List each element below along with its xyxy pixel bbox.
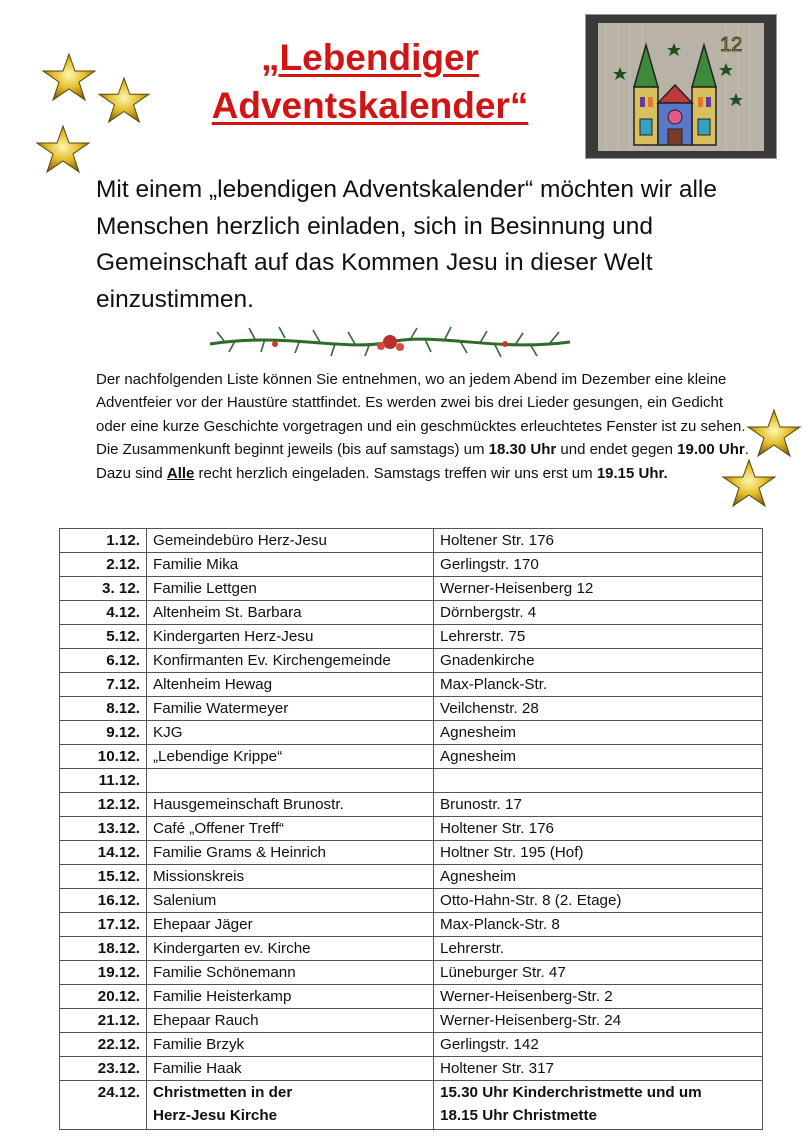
table-row (60, 769, 763, 793)
row-name: Ehepaar Rauch (147, 1009, 434, 1033)
row-place: Holtener Str. 176 (434, 817, 763, 841)
row-date: 3. 12. (60, 577, 147, 601)
row-date: 10.12. (60, 745, 147, 769)
row-name: Familie Haak (147, 1057, 434, 1081)
row-date: 8.12. (60, 697, 147, 721)
row-name-line: Christmetten in der (153, 1084, 293, 1101)
table-row-24 (60, 1081, 763, 1130)
schedule-table (59, 528, 763, 1130)
row-place: Holtner Str. 195 (Hof) (434, 841, 763, 865)
row-date: 4.12. (60, 601, 147, 625)
table-row (60, 817, 763, 841)
row-name: Salenium (147, 889, 434, 913)
title-line-1: „Lebendiger (261, 37, 479, 78)
title-line-2: Adventskalender“ (211, 85, 529, 126)
alle-emphasis: Alle (166, 464, 195, 482)
row-place: Gerlingstr. 142 (434, 1033, 763, 1057)
table-row (60, 985, 763, 1009)
row-place: Agnesheim (434, 745, 763, 769)
start-time: 18.30 Uhr (488, 441, 557, 459)
table-row (60, 553, 763, 577)
row-place: Agnesheim (434, 721, 763, 745)
row-name: Konfirmanten Ev. Kirchengemeinde (147, 649, 434, 673)
row-name: Familie Watermeyer (147, 697, 434, 721)
table-row (60, 1057, 763, 1081)
row-place: Werner-Heisenberg-Str. 24 (434, 1009, 763, 1033)
row-date: 6.12. (60, 649, 147, 673)
row-date: 14.12. (60, 841, 147, 865)
row-name-line: Herz-Jesu Kirche (153, 1107, 278, 1124)
row-name: Familie Mika (147, 553, 434, 577)
table-row (60, 793, 763, 817)
row-name: Ehepaar Jäger (147, 913, 434, 937)
row-name: Familie Lettgen (147, 577, 434, 601)
table-row (60, 625, 763, 649)
row-date: 17.12. (60, 913, 147, 937)
row-date: 15.12. (60, 865, 147, 889)
row-name: Kindergarten Herz-Jesu (147, 625, 434, 649)
row-date: 24.12. (60, 1081, 147, 1130)
table-row (60, 961, 763, 985)
row-date: 12.12. (60, 793, 147, 817)
row-place: Dörnbergstr. 4 (434, 601, 763, 625)
row-name: Hausgemeinschaft Brunostr. (147, 793, 434, 817)
table-row (60, 601, 763, 625)
table-row (60, 745, 763, 769)
paragraph-text: recht herzlich eingeladen. Samstags treffen wir uns erst um (194, 464, 597, 482)
row-place (434, 1081, 763, 1130)
garland-decoration (205, 322, 575, 364)
intro-text: Mit einem „lebendigen Adventskalender“ möchten wir alle Menschen herzlich einladen, sich in Besinnung und Gemeinschaft auf das Kommen Jesu in dieser Welt einzustimmen. (96, 176, 717, 313)
row-name: Gemeindebüro Herz-Jesu (147, 529, 434, 553)
row-date: 16.12. (60, 889, 147, 913)
table-row (60, 649, 763, 673)
row-date: 18.12. (60, 937, 147, 961)
info-paragraph (96, 368, 756, 485)
gold-star-icon (34, 124, 92, 174)
row-place: Otto-Hahn-Str. 8 (2. Etage) (434, 889, 763, 913)
saturday-time: 19.15 Uhr. (596, 464, 668, 482)
row-date: 11.12. (60, 769, 147, 793)
row-place: Brunostr. 17 (434, 793, 763, 817)
table-row (60, 841, 763, 865)
row-name: Familie Grams & Heinrich (147, 841, 434, 865)
row-place: Lehrerstr. (434, 937, 763, 961)
row-date: 22.12. (60, 1033, 147, 1057)
table-row (60, 721, 763, 745)
table-row (60, 673, 763, 697)
row-name: KJG (147, 721, 434, 745)
window-number: 12 (720, 34, 743, 56)
row-place: Werner-Heisenberg 12 (434, 577, 763, 601)
row-place: Lüneburger Str. 47 (434, 961, 763, 985)
gold-star-icon (40, 52, 98, 102)
row-name: Familie Brzyk (147, 1033, 434, 1057)
row-date: 19.12. (60, 961, 147, 985)
row-date: 13.12. (60, 817, 147, 841)
row-name: „Lebendige Krippe“ (147, 745, 434, 769)
row-date: 1.12. (60, 529, 147, 553)
table-row (60, 529, 763, 553)
row-date: 7.12. (60, 673, 147, 697)
table-row (60, 937, 763, 961)
row-date: 23.12. (60, 1057, 147, 1081)
gold-star-icon (96, 76, 152, 124)
paragraph-text: . Dazu sind (96, 441, 749, 482)
table-row (60, 1009, 763, 1033)
schedule-body (60, 529, 763, 1081)
row-date: 20.12. (60, 985, 147, 1009)
row-name: Missionskreis (147, 865, 434, 889)
table-row (60, 577, 763, 601)
church-window-illustration (586, 15, 776, 158)
advent-window-photo (585, 14, 777, 159)
row-name: Café „Offener Treff“ (147, 817, 434, 841)
row-place: Max-Planck-Str. 8 (434, 913, 763, 937)
row-place: Holtener Str. 176 (434, 529, 763, 553)
table-row (60, 913, 763, 937)
row-place-line: 18.15 Uhr Christmette (440, 1107, 597, 1124)
row-place: Gnadenkirche (434, 649, 763, 673)
row-date: 21.12. (60, 1009, 147, 1033)
row-name: Altenheim Hewag (147, 673, 434, 697)
row-place: Lehrerstr. 75 (434, 625, 763, 649)
row-name (147, 1081, 434, 1130)
end-time: 19.00 Uhr (677, 441, 745, 459)
row-place: Werner-Heisenberg-Str. 2 (434, 985, 763, 1009)
row-date: 5.12. (60, 625, 147, 649)
row-name: Altenheim St. Barbara (147, 601, 434, 625)
table-row (60, 865, 763, 889)
row-place: Gerlingstr. 170 (434, 553, 763, 577)
paragraph-text: und endet gegen (556, 441, 678, 459)
row-date: 2.12. (60, 553, 147, 577)
row-place: Agnesheim (434, 865, 763, 889)
row-name: Familie Heisterkamp (147, 985, 434, 1009)
row-place-line: 15.30 Uhr Kinderchristmette und um (440, 1084, 702, 1101)
row-name (147, 769, 434, 793)
row-place: Veilchenstr. 28 (434, 697, 763, 721)
row-name: Familie Schönemann (147, 961, 434, 985)
paragraph-text: Der nachfolgenden Liste können Sie entnehmen, wo an jedem Abend im Dezember eine kleine Adventfeier vor der Haustüre stattfindet. Es werden zwei bis drei Lieder gesungen, ein Gedicht oder eine kurze Geschichte vorgetragen und ein geschmücktes erleuchtetes Fenster ist zu sehen. Die Zusammenkunft beginnt jeweils (bis auf samstags) um (96, 371, 746, 459)
page-title (150, 34, 590, 130)
table-row (60, 889, 763, 913)
table-row (60, 1033, 763, 1057)
row-place: Holtener Str. 317 (434, 1057, 763, 1081)
table-row (60, 697, 763, 721)
row-name: Kindergarten ev. Kirche (147, 937, 434, 961)
row-date: 9.12. (60, 721, 147, 745)
row-place (434, 769, 763, 793)
row-place: Max-Planck-Str. (434, 673, 763, 697)
